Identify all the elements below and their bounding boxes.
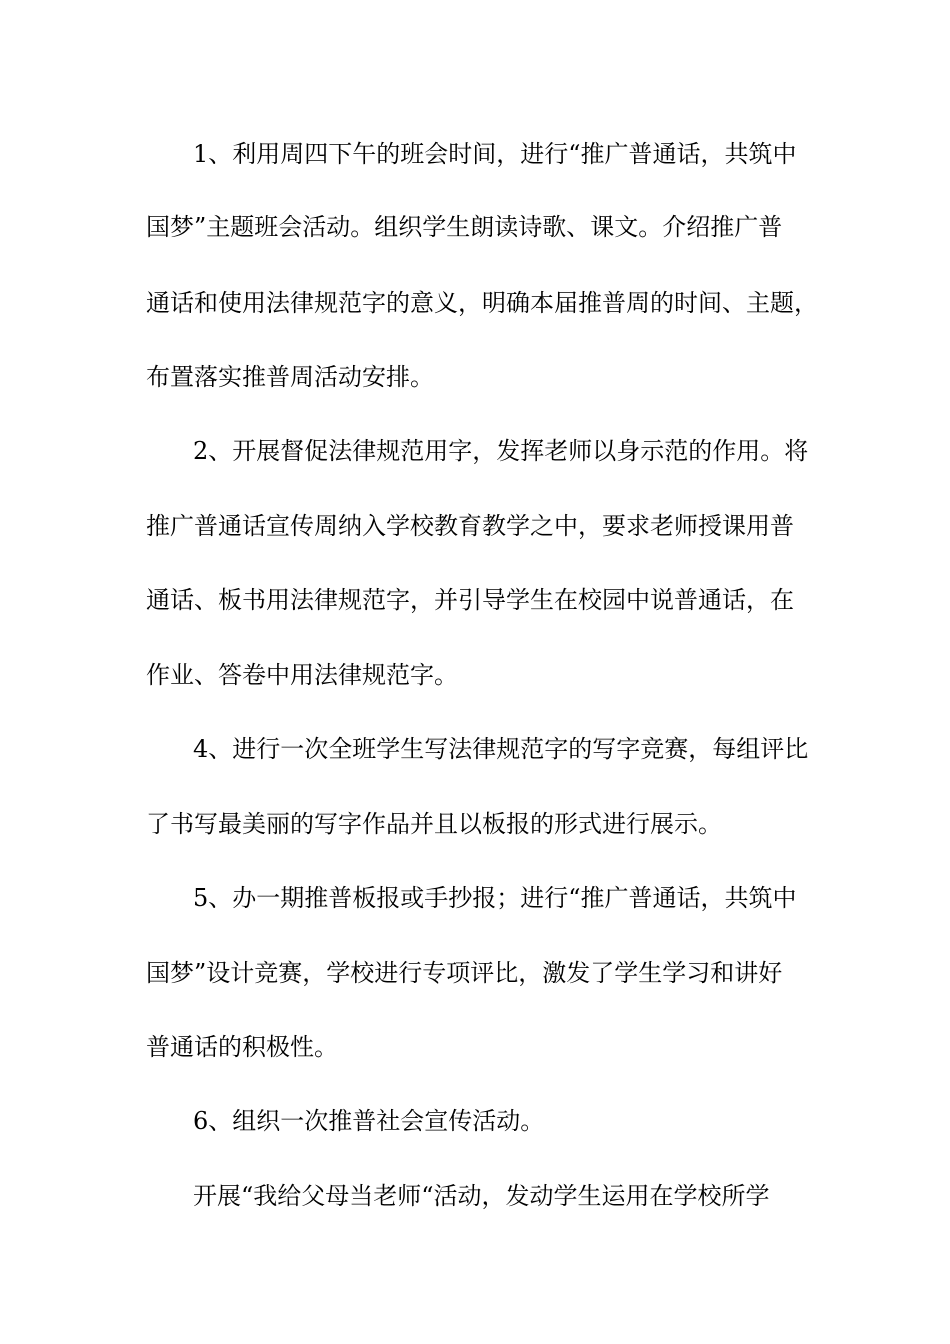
paragraph-3-line-2: 了书写最美丽的写字作品并且以板报的形式进行展示。 bbox=[146, 810, 722, 838]
paragraph-1-line-3: 通话和使用法律规范字的意义，明确本届推普周的时间、主题， bbox=[146, 289, 818, 317]
paragraph-5-line-1: 6、组织一次推普社会宣传活动。 bbox=[193, 1107, 545, 1135]
paragraph-1-line-2: 国梦”主题班会活动。组织学生朗读诗歌、课文。介绍推广普 bbox=[146, 213, 783, 241]
paragraph-1-line-4: 布置落实推普周活动安排。 bbox=[146, 363, 434, 391]
paragraph-4-line-2: 国梦”设计竞赛，学校进行专项评比，激发了学生学习和讲好 bbox=[146, 959, 783, 987]
paragraph-2-line-3: 通话、板书用法律规范字，并引导学生在校园中说普通话，在 bbox=[146, 586, 794, 614]
paragraph-3-line-1: 4、进行一次全班学生写法律规范字的写字竞赛，每组评比 bbox=[193, 735, 809, 763]
paragraph-2-line-4: 作业、答卷中用法律规范字。 bbox=[146, 661, 458, 689]
paragraph-4-line-3: 普通话的积极性。 bbox=[146, 1033, 338, 1061]
paragraph-6-line-1: 开展“我给父母当老师“活动，发动学生运用在学校所学 bbox=[193, 1182, 770, 1210]
paragraph-2-line-2: 推广普通话宣传周纳入学校教育教学之中，要求老师授课用普 bbox=[146, 512, 794, 540]
paragraph-1-line-1: 1、利用周四下午的班会时间，进行“推广普通话，共筑中 bbox=[193, 140, 797, 168]
paragraph-2-line-1: 2、开展督促法律规范用字，发挥老师以身示范的作用。将 bbox=[193, 437, 809, 465]
paragraph-4-line-1: 5、办一期推普板报或手抄报；进行“推广普通话，共筑中 bbox=[193, 884, 797, 912]
